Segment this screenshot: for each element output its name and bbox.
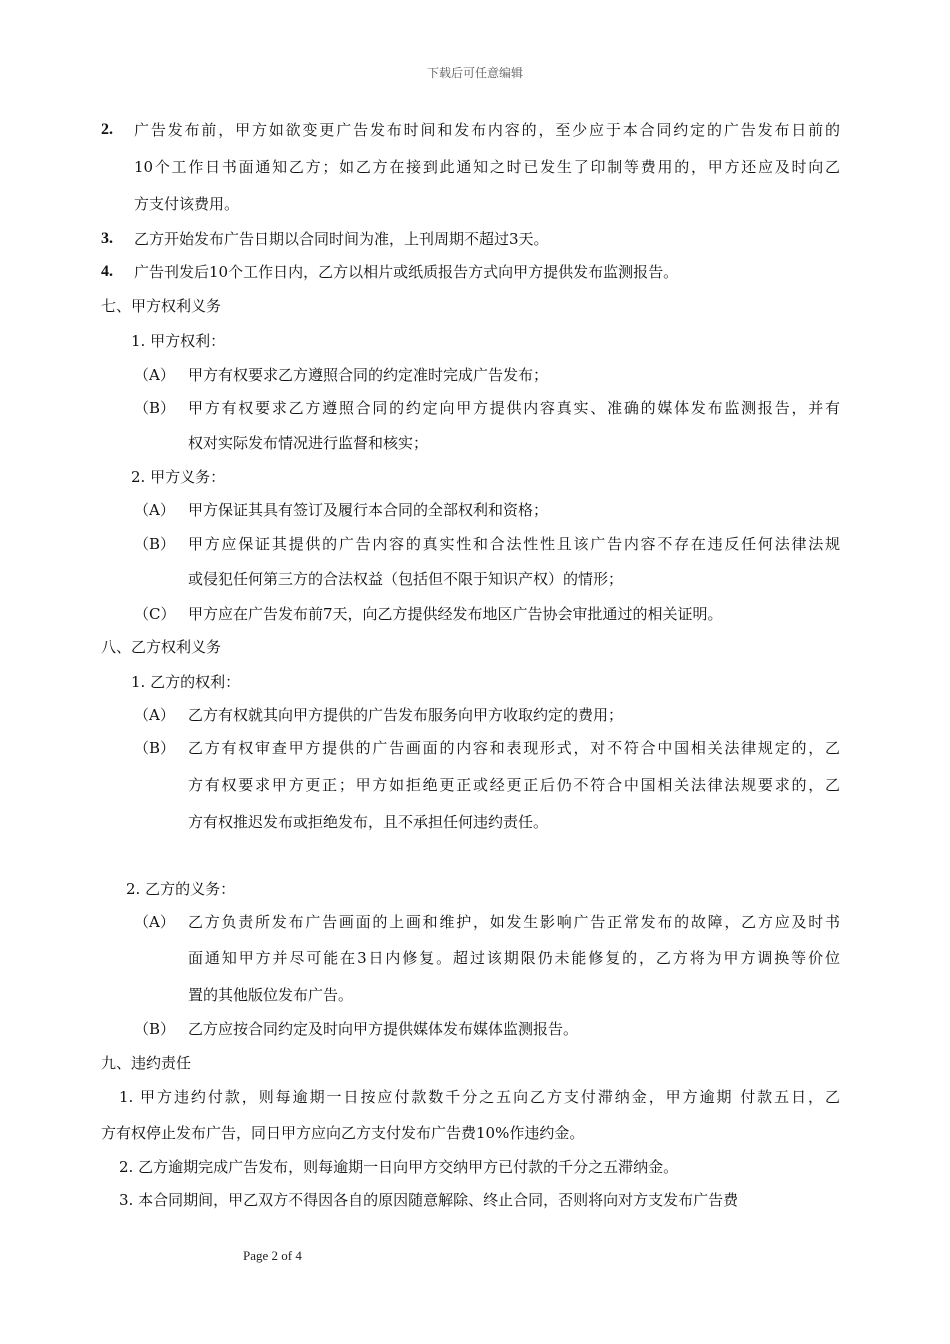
clause-text-line: 3. 本合同期间，甲乙双方不得因各自的原因随意解除、终止合同，否则将向对方支发布广告费: [119, 1191, 739, 1209]
item-text: 乙方有权就其向甲方提供的广告发布服务向甲方收取约定的费用；: [188, 706, 624, 724]
clause-text-line: 1. 甲方违约付款，则每逾期一日按应付款数千分之五向乙方支付滞纳金，甲方逾期 付款五日，乙: [119, 1088, 840, 1106]
page-number: Page 2 of 4: [243, 1248, 302, 1263]
item-text: 甲方应在广告发布前7天，向乙方提供经发布地区广告协会审批通过的相关证明。: [188, 605, 723, 623]
clause-text-line: 广告发布前，甲方如欲变更广告发布时间和发布内容的，至少应于本合同约定的广告发布日前的: [134, 121, 840, 139]
clause-text-line: 10个工作日书面通知乙方；如乙方在接到此通知之时已发生了印制等费用的，甲方还应及时向乙: [134, 158, 840, 176]
item-marker: （B）: [134, 1020, 176, 1038]
item-text: 或侵犯任何第三方的合法权益（包括但不限于知识产权）的情形；: [188, 570, 624, 588]
clause-number: 4.: [101, 263, 113, 280]
subsection-label: 2. 乙方的义务：: [126, 880, 236, 898]
clause-text-line: 方支付该费用。: [134, 195, 240, 213]
page-header: 下载后可任意编辑: [426, 66, 523, 80]
item-text: 方有权要求甲方更正；甲方如拒绝更正或经更正后仍不符合中国相关法律法规要求的，乙: [188, 776, 840, 794]
section-heading: 八、乙方权利义务: [101, 638, 222, 656]
item-text: 甲方有权要求乙方遵照合同的约定准时完成广告发布；: [188, 366, 549, 384]
item-text: 甲方保证其具有签订及履行本合同的全部权利和资格；: [188, 501, 549, 519]
clause-number: 3.: [101, 230, 113, 247]
subsection-label: 2. 甲方义务：: [131, 468, 226, 486]
item-marker: （A）: [134, 913, 175, 931]
clause-text-line: 乙方开始发布广告日期以合同时间为准，上刊周期不超过3天。: [134, 230, 549, 248]
item-marker: （B）: [134, 739, 176, 757]
item-marker: （B）: [134, 535, 176, 553]
subsection-label: 1. 乙方的权利：: [131, 673, 241, 691]
clause-text-line: 方有权停止发布广告，同日甲方应向乙方支付发布广告费10%作违约金。: [101, 1124, 585, 1142]
item-marker: （A）: [134, 501, 175, 519]
clause-number: 2.: [101, 121, 113, 138]
item-marker: （A）: [134, 706, 175, 724]
item-text: 乙方有权审查甲方提供的广告画面的内容和表现形式，对不符合中国相关法律规定的，乙: [188, 739, 840, 757]
item-text: 甲方应保证其提供的广告内容的真实性和合法性性且该广告内容不存在违反任何法律法规: [188, 535, 840, 553]
section-heading: 九、违约责任: [101, 1054, 192, 1072]
item-marker: （B）: [134, 399, 176, 417]
item-marker: （C）: [134, 605, 176, 623]
item-marker: （A）: [134, 366, 175, 384]
item-text: 甲方有权要求乙方遵照合同的约定向甲方提供内容真实、准确的媒体发布监测报告，并有: [188, 399, 840, 417]
item-text: 乙方负责所发布广告画面的上画和维护，如发生影响广告正常发布的故障，乙方应及时书: [188, 913, 840, 931]
section-heading: 七、甲方权利义务: [101, 297, 222, 315]
item-text: 方有权推迟发布或拒绝发布，且不承担任何违约责任。: [188, 813, 549, 831]
item-text: 权对实际发布情况进行监督和核实；: [188, 434, 429, 452]
subsection-label: 1. 甲方权利：: [131, 332, 226, 350]
item-text: 面通知甲方并尽可能在3日内修复。超过该期限仍未能修复的，乙方将为甲方调换等价位: [188, 949, 840, 967]
item-text: 乙方应按合同约定及时向甲方提供媒体发布媒体监测报告。: [188, 1020, 579, 1038]
clause-text-line: 2. 乙方逾期完成广告发布，则每逾期一日向甲方交纳甲方已付款的千分之五滞纳金。: [119, 1158, 679, 1176]
clause-text-line: 广告刊发后10个工作日内，乙方以相片或纸质报告方式向甲方提供发布监测报告。: [134, 263, 679, 281]
item-text: 置的其他版位发布广告。: [188, 986, 354, 1004]
